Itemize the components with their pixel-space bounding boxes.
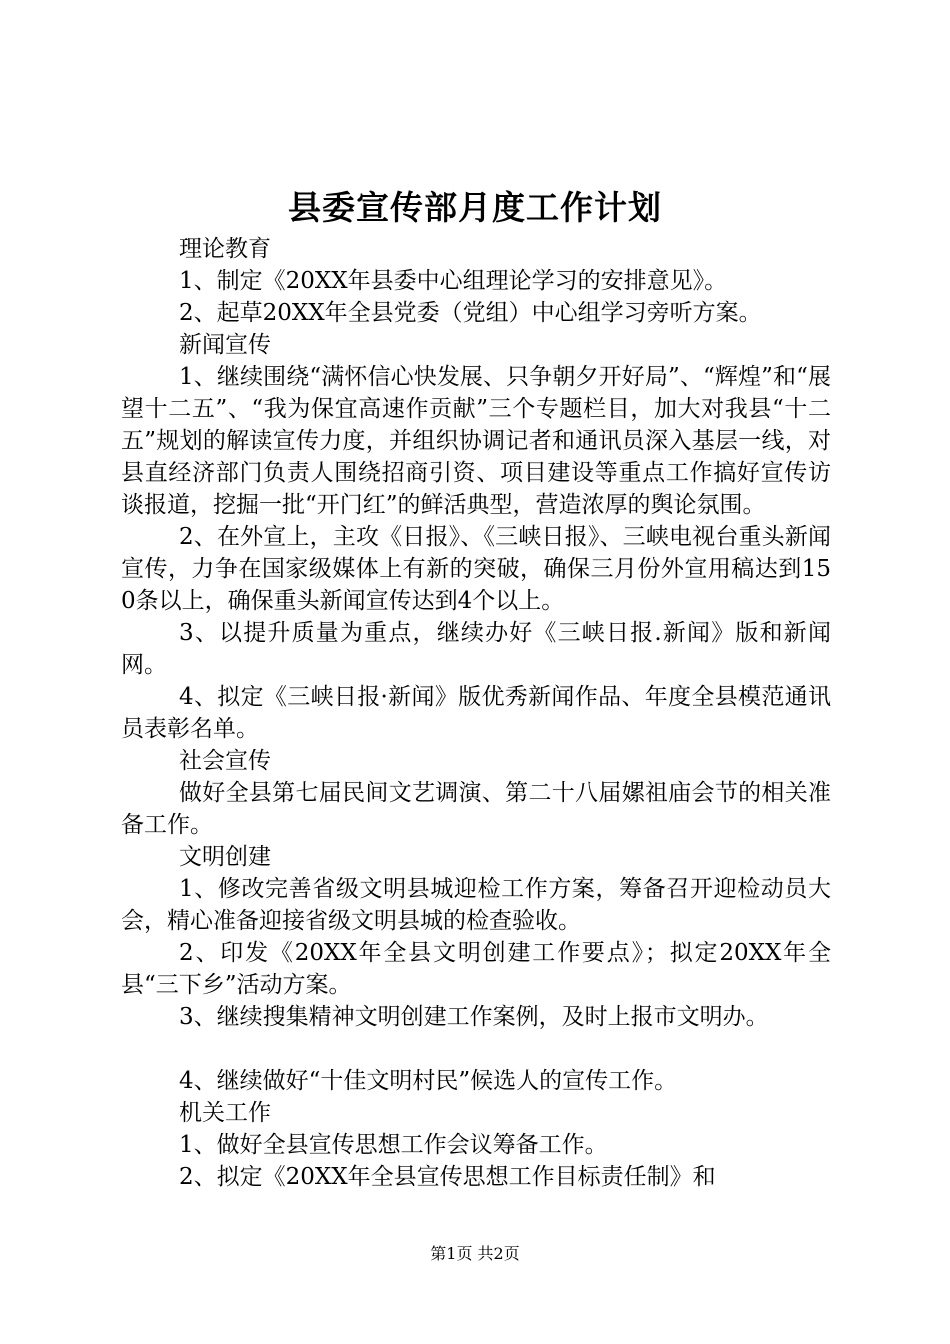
section-heading-news: 新闻宣传 — [179, 332, 271, 358]
section-heading-office: 机关工作 — [179, 1100, 271, 1126]
paragraph: 2、拟定《20XX年全县宣传思想工作目标责任制》和 — [179, 1164, 716, 1190]
paragraph: 3、以提升质量为重点，继续办好《三峡日报.新闻》版和新闻网。 — [121, 620, 831, 678]
paragraph: 2、在外宣上，主攻《日报》、《三峡日报》、三峡电视台重头新闻宣传，力争在国家级媒体上有新的突破，确保三月份外宣用稿达到150条以上，确保重头新闻宣传达到4个以上。 — [121, 524, 831, 614]
page-footer: 第1页 共2页 — [430, 1244, 520, 1263]
paragraph: 4、拟定《三峡日报·新闻》版优秀新闻作品、年度全县模范通讯员表彰名单。 — [121, 684, 831, 742]
paragraph: 做好全县第七届民间文艺调演、第二十八届嫘祖庙会节的相关准备工作。 — [121, 780, 831, 838]
paragraph: 1、修改完善省级文明县城迎检工作方案，筹备召开迎检动员大会，精心准备迎接省级文明县城的检查验收。 — [121, 876, 831, 934]
paragraph: 2、印发《20XX年全县文明创建工作要点》；拟定20XX年全县“三下乡”活动方案。 — [121, 940, 831, 998]
paragraph: 1、制定《20XX年县委中心组理论学习的安排意见》。 — [179, 268, 728, 294]
paragraph: 1、继续围绕“满怀信心快发展、只争朝夕开好局”、“辉煌”和“展望十二五”、“我为保宜高速作贡献”三个专题栏目，加大对我县“十二五”规划的解读宣传力度，并组织协调记者和通讯员深入基层一线，对县直经济部门负责人围绕招商引资、项目建设等重点工作搞好宣传访谈报道，挖掘一批“开门红”的鲜活典型，营造浓厚的舆论氛围。 — [121, 364, 831, 518]
section-heading-civilization: 文明创建 — [179, 844, 271, 870]
document-title: 县委宣传部月度工作计划 — [288, 188, 662, 227]
section-heading-social: 社会宣传 — [179, 748, 271, 774]
paragraph: 2、起草20XX年全县党委（党组）中心组学习旁听方案。 — [179, 300, 762, 326]
document-body — [121, 233, 831, 1193]
section-heading-theory: 理论教育 — [179, 236, 271, 262]
paragraph: 4、继续做好“十佳文明村民”候选人的宣传工作。 — [179, 1068, 678, 1094]
paragraph: 1、做好全县宣传思想工作会议筹备工作。 — [179, 1132, 608, 1158]
paragraph: 3、继续搜集精神文明创建工作案例，及时上报市文明办。 — [179, 1004, 769, 1030]
